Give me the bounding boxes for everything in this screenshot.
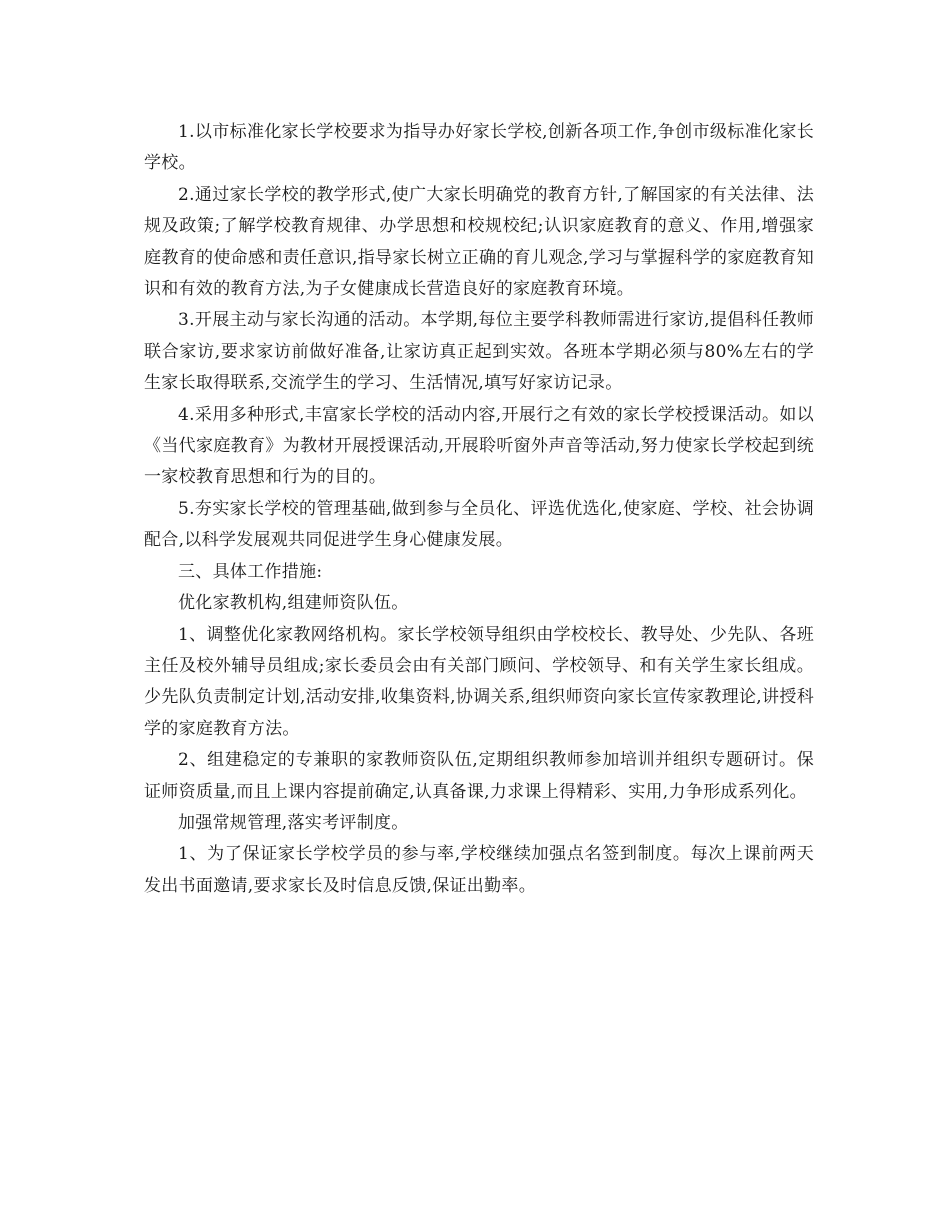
subheading-management: 加强常规管理,落实考评制度。 [178,812,409,833]
paragraph-measure-2: 2、组建稳定的专兼职的家教师资队伍,定期组织教师参加培训并组织专题研讨。保证师资质量,而且上课内容提前确定,认真备课,力求课上得精彩、实用,力争形成系列化。 [144,750,814,802]
paragraph-goal-1: 1.以市标准化家长学校要求为指导办好家长学校,创新各项工作,争创市级标准化家长学校。 [144,122,814,174]
paragraph-measure-1: 1、调整优化家教网络机构。家长学校领导组织由学校校长、教导处、少先队、各班主任及校外辅导员组成;家长委员会由有关部门顾问、学校领导、和有关学生家长组成。少先队负责制定计划,活动安排,收集资料,协调关系,组织师资向家长宣传家教理论,讲授科学的家庭教育方法。 [144,624,814,739]
paragraph-goal-5: 5.夯实家长学校的管理基础,做到参与全员化、评选优选化,使家庭、学校、社会协调配合,以科学发展观共同促进学生身心健康发展。 [144,498,814,551]
subheading-organization: 优化家教机构,组建师资队伍。 [178,593,409,614]
paragraph-management-1: 1、为了保证家长学校学员的参与率,学校继续加强点名签到制度。每次上课前两天发出书面邀请,要求家长及时信息反馈,保证出勤率。 [144,844,814,896]
paragraph-goal-4: 4.采用多种形式,丰富家长学校的活动内容,开展行之有效的家长学校授课活动。如以《当代家庭教育》为教材开展授课活动,开展聆听窗外声音等活动,努力使家长学校起到统一家校教育思想和行为的目的。 [144,404,814,488]
paragraph-goal-3: 3.开展主动与家长沟通的活动。本学期,每位主要学科教师需进行家访,提倡科任教师联合家访,要求家访前做好准备,让家访真正起到实效。各班本学期必须与80%左右的学生家长取得联系,交流学生的学习、生活情况,填写好家访记录。 [144,310,814,394]
document-body [144,117,814,902]
section-heading-measures: 三、具体工作措施: [178,561,323,582]
paragraph-goal-2: 2.通过家长学校的教学形式,使广大家长明确党的教育方针,了解国家的有关法律、法规及政策;了解学校教育规律、办学思想和校规校纪;认识家庭教育的意义、作用,增强家庭教育的使命感和责任意识,指导家长树立正确的育儿观念,学习与掌握科学的家庭教育知识和有效的教育方法,为子女健康成长营造良好的家庭教育环境。 [144,184,814,300]
